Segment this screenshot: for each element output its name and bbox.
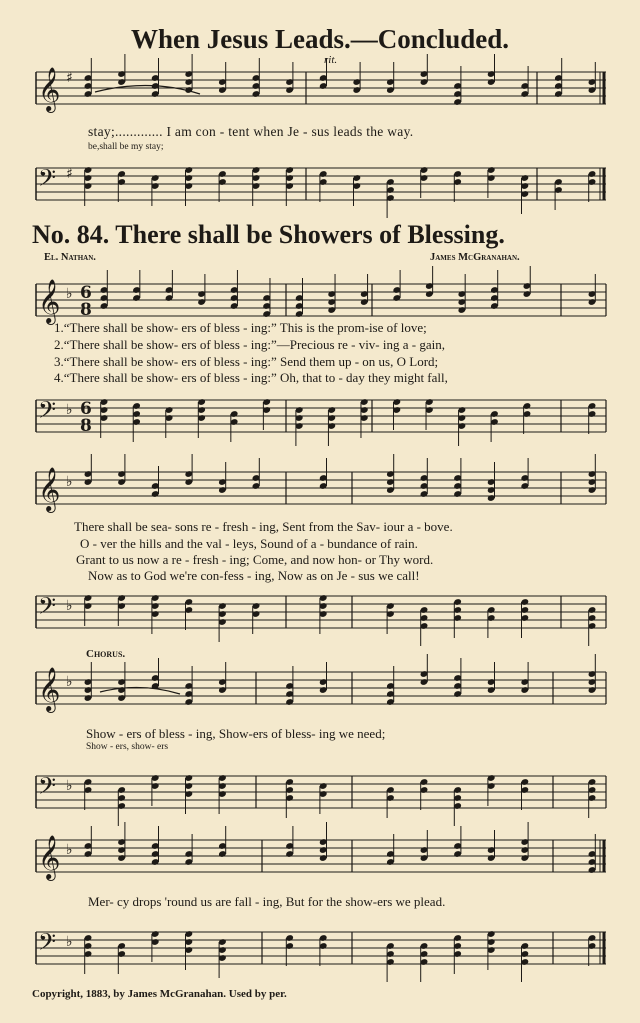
treble-clef-icon: 𝄞 bbox=[38, 467, 61, 511]
treble-clef-icon: 𝄞 bbox=[38, 67, 61, 111]
chorus-line-1: Show - ers of bless - ing, Show-ers of bless- ing we need; bbox=[86, 726, 386, 741]
hymn-author: El. Nathan. bbox=[44, 252, 96, 263]
verse-line-1a: 1.“There shall be show- ers of bless - ing:” This is the prom-ise of love; bbox=[54, 320, 427, 335]
flat-icon: ♭ bbox=[66, 474, 73, 490]
treble-clef-icon: 𝄞 bbox=[38, 279, 61, 323]
flat-icon: ♭ bbox=[66, 674, 73, 690]
flat-icon: ♭ bbox=[66, 778, 73, 794]
bass-clef-icon: 𝄢 bbox=[38, 772, 57, 805]
sharp-icon: ♯ bbox=[66, 166, 73, 182]
treble-clef-icon: 𝄞 bbox=[38, 835, 61, 879]
chorus-label: Chorus. bbox=[86, 648, 126, 660]
verse-line-3b: Grant to us now a re - fresh - ing; Come, and now hon- or Thy word. bbox=[76, 552, 434, 567]
flat-icon: ♭ bbox=[66, 402, 73, 418]
bass-clef-icon: 𝄢 bbox=[38, 928, 57, 961]
bass-clef-icon: 𝄢 bbox=[38, 592, 57, 625]
treble-clef-icon: 𝄞 bbox=[38, 667, 61, 711]
time-signature-bottom: 8 bbox=[80, 300, 92, 320]
verse-line-2a: 2.“There shall be show- ers of bless - ing:”—Precious re - viv- ing a - gain, bbox=[54, 337, 445, 352]
time-signature-top: 6 bbox=[80, 399, 92, 419]
sharp-icon: ♯ bbox=[66, 70, 73, 86]
chorus-line-1-alt: Show - ers, show- ers bbox=[86, 742, 169, 752]
time-signature-bottom: 8 bbox=[80, 416, 92, 436]
lyric-alt-line: be,shall be my stay; bbox=[88, 142, 164, 152]
bass-clef-icon: 𝄢 bbox=[38, 164, 57, 197]
bass-clef-icon: 𝄢 bbox=[38, 396, 57, 429]
ritardando-marking: rit. bbox=[324, 54, 338, 66]
page-title: When Jesus Leads.—Concluded. bbox=[130, 24, 510, 54]
time-signature-top: 6 bbox=[80, 283, 92, 303]
verse-line-3a: 3.“There shall be show- ers of bless - ing:” Send them up - on us, O Lord; bbox=[54, 354, 439, 369]
verse-line-4b: Now as to God we're con-fess - ing, Now as on Je - sus we call! bbox=[88, 568, 420, 583]
verse-line-4a: 4.“There shall be show- ers of bless - ing:” Oh, that to - day they might fall, bbox=[54, 370, 448, 385]
verse-line-1b: There shall be sea- sons re - fresh - ing, Sent from the Sav- iour a - bove. bbox=[74, 519, 453, 534]
slur-mark bbox=[95, 85, 200, 94]
hymn-heading: No. 84. There shall be Showers of Blessing. bbox=[32, 220, 505, 249]
flat-icon: ♭ bbox=[66, 286, 73, 302]
copyright-notice: Copyright, 1883, by James McGranahan. Used by per. bbox=[32, 988, 287, 1000]
flat-icon: ♭ bbox=[66, 934, 73, 950]
hymn-composer: James McGranahan. bbox=[430, 252, 520, 263]
flat-icon: ♭ bbox=[66, 842, 73, 858]
chorus-line-2: Mer- cy drops 'round us are fall - ing, But for the show-ers we plead. bbox=[88, 894, 446, 909]
lyric-line: stay;............. I am con - tent when Je - sus leads the way. bbox=[88, 124, 414, 139]
flat-icon: ♭ bbox=[66, 598, 73, 614]
verse-line-2b: O - ver the hills and the val - leys, Sound of a - bundance of rain. bbox=[80, 536, 418, 551]
